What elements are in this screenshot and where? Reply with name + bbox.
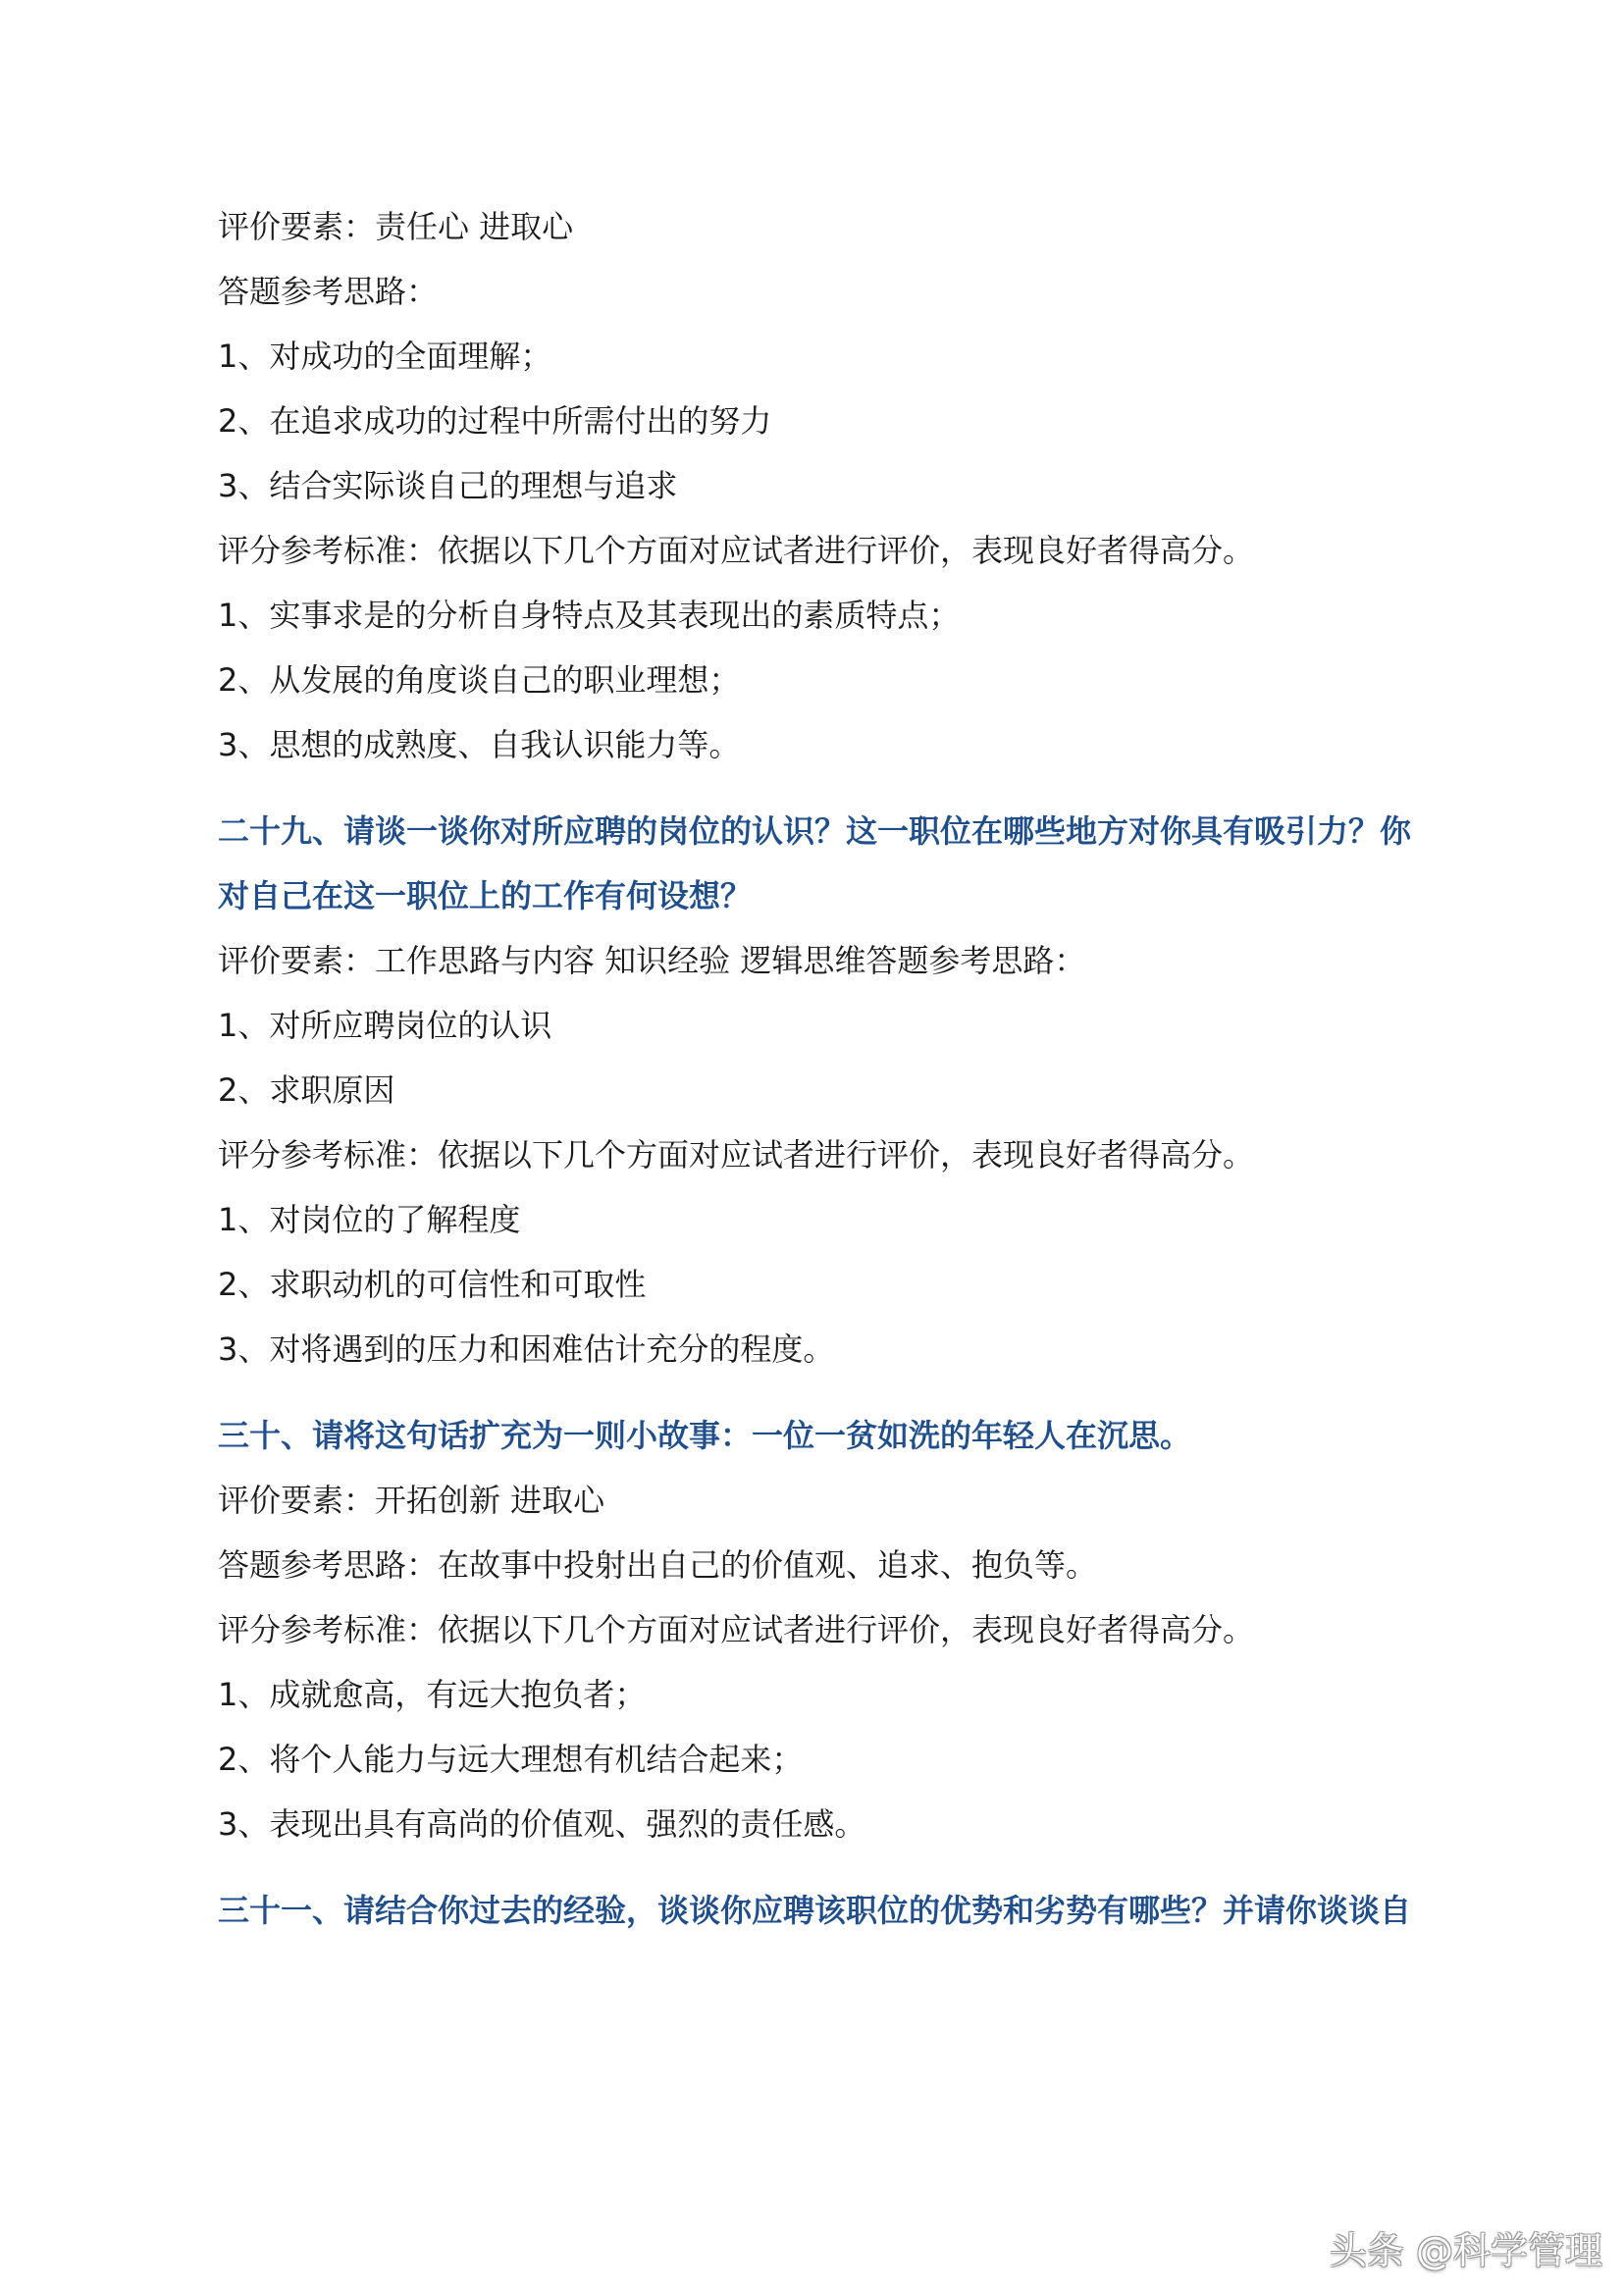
section-gap [218, 1382, 1493, 1403]
section-heading-continued: 对自己在这一职位上的工作有何设想？ [218, 877, 753, 914]
text-line: 评价要素：责任心 进取心 [218, 208, 574, 245]
text-line: 评价要素：工作思路与内容 知识经验 逻辑思维答题参考思路： [218, 942, 1086, 979]
section-gap [218, 1856, 1493, 1878]
text-line: 评分参考标准：依据以下几个方面对应试者进行评价，表现良好者得高分。 [218, 532, 1255, 569]
text-line: 1、实事求是的分析自身特点及其表现出的素质特点； [218, 597, 961, 634]
text-line: 1、对岗位的了解程度 [218, 1201, 521, 1238]
text-line: 评分参考标准：依据以下几个方面对应试者进行评价，表现良好者得高分。 [218, 1136, 1255, 1174]
text-line: 答题参考思路： [218, 273, 439, 310]
text-line: 3、表现出具有高尚的价值观、强烈的责任感。 [218, 1805, 866, 1843]
text-line: 1、成就愈高，有远大抱负者； [218, 1676, 647, 1713]
watermark-logo: 头条 @科学管理 [1329, 2229, 1602, 2272]
section-heading: 三十一、请结合你过去的经验，谈谈你应聘该职位的优势和劣势有哪些？并请你谈谈自 [218, 1892, 1412, 1929]
section-heading: 三十、请将这句话扩充为一则小故事：一位一贫如洗的年轻人在沉思。 [218, 1417, 1192, 1454]
text-line: 3、结合实际谈自己的理想与追求 [218, 467, 678, 504]
text-line: 3、对将遇到的压力和困难估计充分的程度。 [218, 1330, 835, 1368]
section-30 [218, 1403, 1493, 1856]
text-line: 答题参考思路：在故事中投射出自己的价值观、追求、抱负等。 [218, 1546, 1098, 1584]
text-line: 2、在追求成功的过程中所需付出的努力 [218, 402, 772, 440]
text-line: 1、对所应聘岗位的认识 [218, 1007, 552, 1044]
section-29 [218, 799, 1493, 1382]
section-31 [218, 1878, 1493, 1943]
text-line: 评价要素：开拓创新 进取心 [218, 1482, 605, 1519]
text-line: 2、求职动机的可信性和可取性 [218, 1266, 647, 1303]
text-line: 2、从发展的角度谈自己的职业理想； [218, 661, 741, 699]
section-heading: 二十九、请谈一谈你对所应聘的岗位的认识？这一职位在哪些地方对你具有吸引力？你 [218, 812, 1412, 850]
text-line: 3、思想的成熟度、自我认识能力等。 [218, 726, 741, 763]
section-gap [218, 777, 1493, 799]
block-success-criteria [218, 194, 1493, 777]
text-line: 2、将个人能力与远大理想有机结合起来； [218, 1741, 804, 1778]
text-line: 评分参考标准：依据以下几个方面对应试者进行评价，表现良好者得高分。 [218, 1611, 1255, 1648]
text-line: 2、求职原因 [218, 1071, 395, 1109]
text-line: 1、对成功的全面理解； [218, 338, 552, 375]
document-page [218, 194, 1493, 1943]
